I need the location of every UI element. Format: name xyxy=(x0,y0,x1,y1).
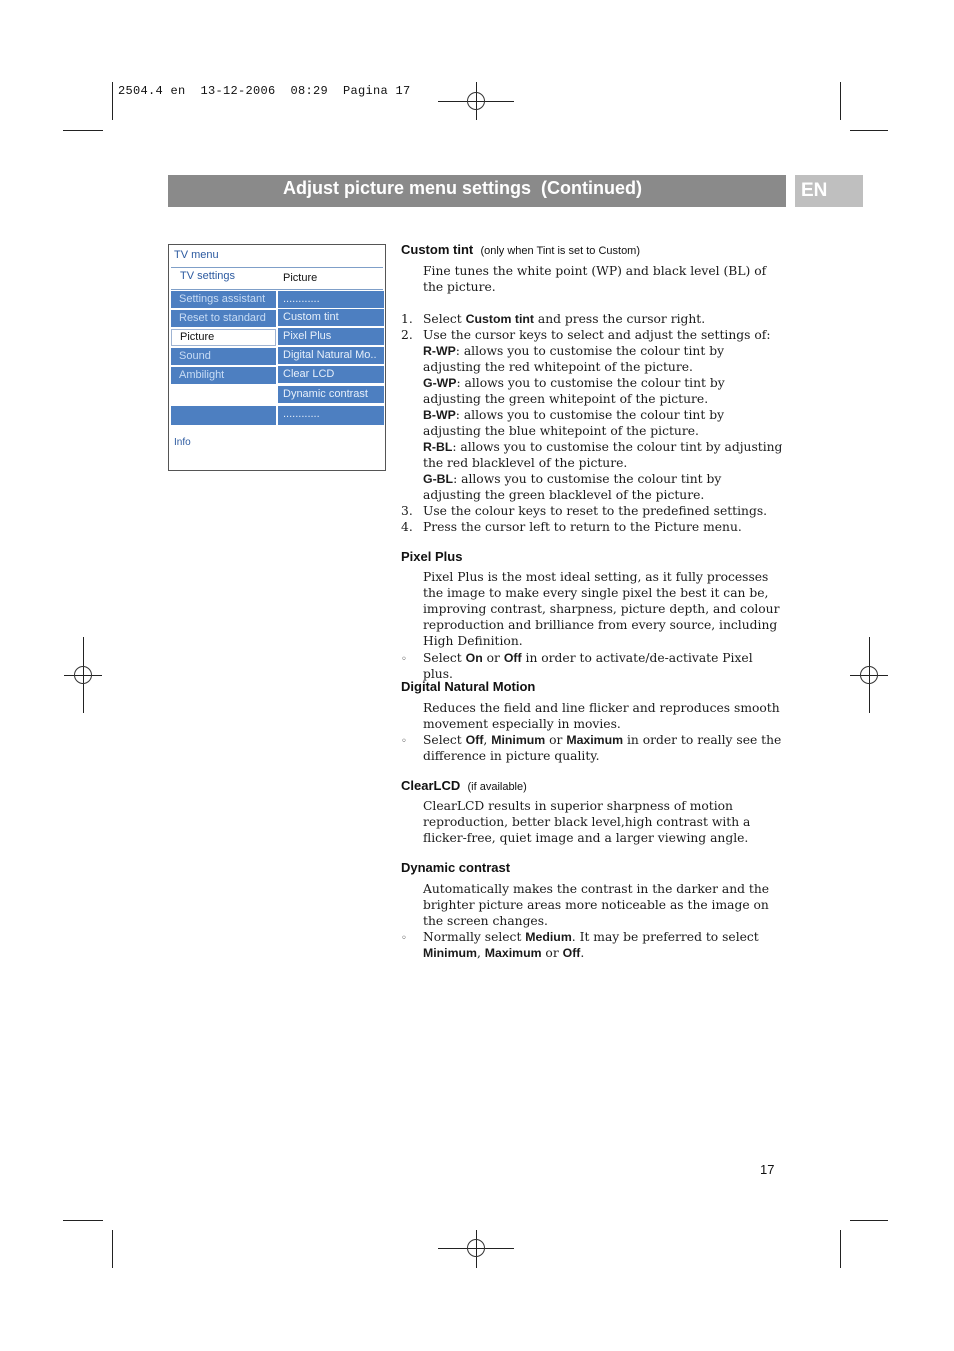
text-run: Select xyxy=(423,651,466,665)
tv-menu-panel xyxy=(168,244,386,471)
clearlcd-body: ClearLCD results in superior sharpness of motion reproduction, better black level,high contrast with a flicker-free, quiet image and a larger viewing angle. xyxy=(423,799,751,846)
text-run: , xyxy=(476,946,485,961)
menu-item-picture[interactable] xyxy=(171,329,276,346)
setting-key: R-BL xyxy=(423,440,453,455)
bold-run: Custom tint xyxy=(465,312,534,326)
bullet-icon: ◦ xyxy=(401,654,407,665)
crop-mark xyxy=(112,1230,113,1268)
page-number: 17 xyxy=(760,1162,775,1177)
section-title-bar xyxy=(168,175,786,207)
step-number: 2. xyxy=(401,328,413,342)
bold-run: Maximum xyxy=(484,946,542,961)
submenu-item-dots[interactable] xyxy=(278,291,384,308)
step-text xyxy=(423,327,783,504)
dnm-body: Reduces the field and line flicker and reproduces smooth movement especially in movies. xyxy=(423,701,780,732)
setting-key: G-BL xyxy=(423,472,454,487)
menu-item-label: Picture xyxy=(180,331,215,343)
heading-note: (only when Tint is set to Custom) xyxy=(480,245,641,257)
text-run: . xyxy=(580,946,585,961)
tv-settings-label: TV settings xyxy=(180,270,236,282)
submenu-item-dots[interactable] xyxy=(278,406,384,425)
custom-tint-intro: Fine tunes the white point (WP) and black level (BL) of the picture. xyxy=(423,264,767,295)
menu-item-reset-to-standard[interactable] xyxy=(171,310,276,327)
submenu-item-clear-lcd[interactable] xyxy=(278,366,384,383)
setting-text: : allows you to customise the colour tint by adjusting the blue whitepoint of the picture. xyxy=(423,408,725,439)
submenu-item-label: Digital Natural Mo.. xyxy=(283,349,377,361)
step-text xyxy=(423,311,783,327)
bullet-icon: ◦ xyxy=(401,933,407,944)
bold-run: Maximum xyxy=(566,733,624,747)
print-slug: 2504.4 en 13-12-2006 08:29 Pagina 17 xyxy=(118,84,411,98)
text-run: , xyxy=(483,733,492,747)
submenu-item-label: ............ xyxy=(283,408,320,420)
text-run: in order to really see the difference in picture quality. xyxy=(423,733,782,764)
menu-item-sound[interactable] xyxy=(171,348,276,365)
picture-label: Picture xyxy=(283,272,318,284)
step-number: 1. xyxy=(401,312,413,326)
registration-circle-icon xyxy=(467,92,485,110)
menu-item-label: Sound xyxy=(179,350,211,362)
registration-circle-icon xyxy=(860,666,878,684)
submenu-item-dynamic-contrast[interactable] xyxy=(278,386,384,403)
setting-text: : allows you to customise the colour tint by adjusting the red whitepoint of the picture. xyxy=(423,344,725,375)
submenu-item-label: Custom tint xyxy=(283,311,339,323)
dynamic-contrast-body: Automatically makes the contrast in the darker and the brighter picture areas more noticeable as the image on the screen changes. xyxy=(423,882,770,929)
crop-mark xyxy=(850,130,888,131)
submenu-item-label: Dynamic contrast xyxy=(283,388,368,400)
crop-mark xyxy=(840,82,841,120)
submenu-item-label: Clear LCD xyxy=(283,368,335,380)
menu-item-ambilight[interactable] xyxy=(171,367,276,384)
tv-menu-title: TV menu xyxy=(174,249,219,261)
text-run: or xyxy=(541,946,563,961)
crop-mark xyxy=(63,1220,103,1221)
bullet-text xyxy=(423,929,783,961)
bold-run: On xyxy=(465,651,483,665)
text-run: Select xyxy=(423,733,466,747)
setting-text: : allows you to customise the colour tint by adjusting the red blacklevel of the picture. xyxy=(423,440,783,471)
menu-item-label: Settings assistant xyxy=(179,293,266,305)
step-number: 4. xyxy=(401,520,413,534)
submenu-item-label: Pixel Plus xyxy=(283,330,332,342)
language-badge xyxy=(795,175,863,207)
bold-run: Medium xyxy=(525,930,572,944)
page-title: Adjust picture menu settings (Continued) xyxy=(283,178,642,198)
text-run: in order to activate/de-activate Pixel plus. xyxy=(423,651,753,682)
text-run: . It may be preferred to select xyxy=(571,930,759,944)
setting-key: R-WP xyxy=(423,344,456,359)
crop-mark xyxy=(840,1230,841,1268)
text-run: Use the cursor keys to select and adjust the settings of: xyxy=(423,328,771,342)
menu-item-label: Ambilight xyxy=(179,369,225,381)
text-run: and press the cursor right. xyxy=(533,312,706,326)
text-run: Select xyxy=(423,312,466,326)
heading-text: ClearLCD xyxy=(401,778,461,793)
heading-pixel-plus: Pixel Plus xyxy=(401,549,463,564)
step-number: 3. xyxy=(401,504,413,518)
step-text: Use the colour keys to reset to the predefined settings. xyxy=(423,504,768,518)
bold-run: Off xyxy=(465,733,484,747)
pixel-plus-body: Pixel Plus is the most ideal setting, as it fully processes the image to make every single pixel the best it can be, improving contrast, sharpness, picture depth, and colour reproduction and brilliance from every source, including High Definition. xyxy=(423,570,780,649)
submenu-item-custom-tint[interactable] xyxy=(278,309,384,326)
crop-mark xyxy=(850,1220,888,1221)
heading-dynamic-contrast: Dynamic contrast xyxy=(401,860,511,875)
registration-circle-icon xyxy=(467,1239,485,1257)
submenu-item-pixel-plus[interactable] xyxy=(278,328,384,345)
text-run: or xyxy=(545,733,567,747)
text-run: Normally select xyxy=(423,930,526,944)
heading-note: (if available) xyxy=(467,781,527,793)
bold-run: Minimum xyxy=(423,946,477,961)
heading-custom-tint xyxy=(401,242,640,257)
menu-item-label: Reset to standard xyxy=(179,312,266,324)
bullet-icon: ◦ xyxy=(401,736,407,747)
submenu-item-label: ............ xyxy=(283,293,320,305)
language-label: EN xyxy=(801,180,828,201)
info-label: Info xyxy=(174,437,191,448)
menu-item-empty xyxy=(171,406,276,425)
bold-run: Off xyxy=(562,946,581,961)
crop-mark xyxy=(112,82,113,120)
step-text: Press the cursor left to return to the Picture menu. xyxy=(423,520,742,534)
bullet-text xyxy=(423,650,783,682)
setting-text: : allows you to customise the colour tint by adjusting the green whitepoint of the picture. xyxy=(423,376,725,407)
setting-key: B-WP xyxy=(423,408,456,423)
bullet-text xyxy=(423,732,783,764)
crop-mark xyxy=(63,130,103,131)
heading-clearlcd xyxy=(401,778,527,793)
heading-text: Custom tint xyxy=(401,242,474,257)
setting-key: G-WP xyxy=(423,376,457,391)
heading-digital-natural-motion: Digital Natural Motion xyxy=(401,679,536,694)
divider xyxy=(171,267,383,268)
submenu-item-digital-natural-motion[interactable] xyxy=(278,347,384,364)
setting-text: : allows you to customise the colour tint by adjusting the green blacklevel of the picture. xyxy=(423,472,722,503)
bold-run: Minimum xyxy=(491,733,546,747)
divider xyxy=(171,289,383,290)
text-run: or xyxy=(482,651,504,665)
menu-item-settings-assistant[interactable] xyxy=(171,291,276,308)
bold-run: Off xyxy=(503,651,522,665)
registration-circle-icon xyxy=(74,666,92,684)
